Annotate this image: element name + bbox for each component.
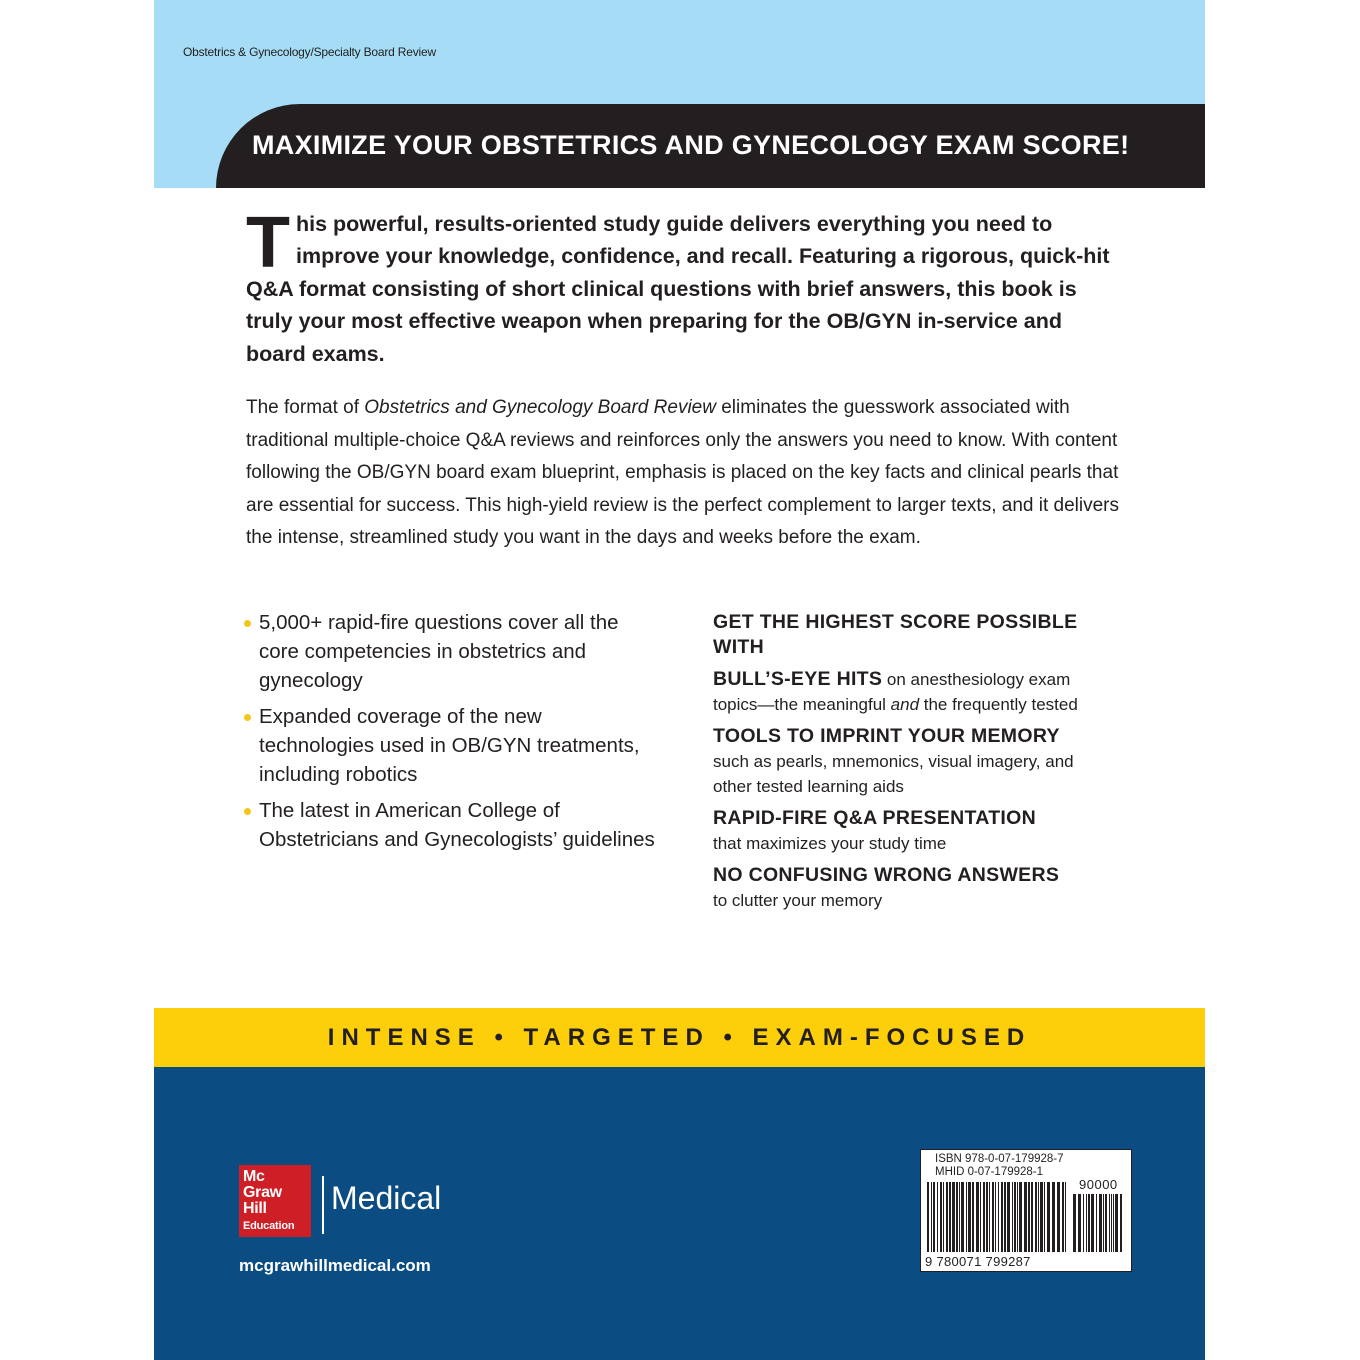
barcode-bar xyxy=(1024,1182,1027,1252)
barcode-digits: 9 780071 799287 xyxy=(925,1254,1031,1269)
barcode-bar xyxy=(1088,1194,1090,1252)
drop-cap: T xyxy=(246,203,290,283)
barcode-bar xyxy=(968,1182,971,1252)
bullet-item xyxy=(242,796,662,854)
logo-divider xyxy=(322,1176,324,1234)
bullet-text: Expanded coverage of the new technologies used in OB/GYN treatments, including robotics xyxy=(259,705,640,786)
barcode-bar xyxy=(1099,1194,1102,1252)
book-back-cover xyxy=(154,0,1205,1360)
barcode-bar xyxy=(1120,1194,1122,1252)
barcode-bar xyxy=(946,1182,948,1252)
barcode-bar xyxy=(1083,1194,1084,1252)
headline: MAXIMIZE YOUR OBSTETRICS AND GYNECOLOGY EXAM SCORE! xyxy=(252,130,1130,160)
barcode-bar xyxy=(966,1182,967,1252)
barcode-bar xyxy=(976,1182,979,1252)
barcode-bar xyxy=(1115,1194,1118,1252)
feature-text: such as pearls, mnemonics, visual imagery, and other tested learning aids xyxy=(713,752,1074,796)
bullet-dot-icon xyxy=(244,620,251,627)
barcode-bar xyxy=(1105,1194,1107,1252)
barcode-bar xyxy=(943,1182,944,1252)
feature-bullets xyxy=(242,608,662,861)
logo-line: Graw xyxy=(243,1184,282,1201)
mhid-text: MHID 0-07-179928-1 xyxy=(935,1166,1044,1178)
bullet-item xyxy=(242,702,662,789)
barcode-bar xyxy=(1038,1182,1039,1252)
barcode-bar xyxy=(952,1182,955,1252)
feature-item xyxy=(713,863,1113,913)
barcode-bar xyxy=(1012,1182,1013,1252)
description-paragraph xyxy=(246,392,1126,555)
barcode-bar xyxy=(992,1182,994,1252)
isbn-barcode xyxy=(920,1149,1132,1272)
feature-text: to clutter your memory xyxy=(713,891,883,910)
barcode-bar xyxy=(1019,1182,1022,1252)
isbn-text: ISBN 978-0-07-179928-7 xyxy=(935,1153,1064,1165)
barcode-bar xyxy=(972,1182,974,1252)
barcode-bar xyxy=(1052,1182,1055,1252)
barcode-bar xyxy=(1004,1182,1006,1252)
barcode-bar xyxy=(1103,1194,1104,1252)
feature-keyword: BULL’S-EYE HITS xyxy=(713,668,883,690)
barcode-bar xyxy=(995,1182,996,1252)
feature-keyword: TOOLS TO IMPRINT YOUR MEMORY xyxy=(713,725,1060,747)
feature-keyword: RAPID-FIRE Q&A PRESENTATION xyxy=(713,807,1036,829)
barcode-bar xyxy=(961,1182,964,1252)
barcode-bar xyxy=(998,1182,999,1252)
feature-item xyxy=(713,724,1113,799)
barcode-bar xyxy=(983,1182,985,1252)
barcode-bar xyxy=(1091,1194,1094,1252)
features-heading: GET THE HIGHEST SCORE POSSIBLE WITH xyxy=(713,611,1078,658)
barcode-bar xyxy=(1096,1194,1097,1252)
barcode-bar xyxy=(1040,1182,1043,1252)
barcode-bar xyxy=(959,1182,960,1252)
feature-item xyxy=(713,667,1113,717)
barcode-bar xyxy=(1109,1194,1110,1252)
feature-text: the frequently tested xyxy=(919,695,1078,714)
book-title-italic: Obstetrics and Gynecology Board Review xyxy=(364,397,716,418)
barcode-bar xyxy=(1065,1182,1066,1252)
barcode-bar xyxy=(1017,1182,1018,1252)
imprint-name: Medical xyxy=(331,1180,442,1216)
barcode-bar xyxy=(937,1182,938,1252)
barcode-bar xyxy=(1028,1182,1030,1252)
description-rest: eliminates the guesswork associated with traditional multiple-choice Q&A reviews and reinforces only the answers you need to know. With content following the OB/GYN board exam blueprint, emphasis is placed on the key facts and clinical pearls that are essential for success. This high-yield review is the perfect complement to larger texts, and it delivers the intense, streamlined study you want in the days and weeks before the exam. xyxy=(246,397,1119,549)
barcode-bar xyxy=(989,1182,990,1252)
barcode-bar xyxy=(1047,1182,1050,1252)
feature-text: on anesthesiology exam topics—the meaningful xyxy=(713,670,1071,714)
logo-line: Hill xyxy=(243,1200,267,1217)
barcode-bar xyxy=(1078,1194,1081,1252)
bullet-text: 5,000+ rapid-fire questions cover all the core competencies in obstetrics and gynecology xyxy=(259,611,619,692)
barcode-bar xyxy=(1057,1182,1060,1252)
price-addon-code: 90000 xyxy=(1079,1177,1118,1192)
mcgraw-hill-logo xyxy=(239,1165,311,1237)
tagline: INTENSE • TARGETED • EXAM-FOCUSED xyxy=(327,1024,1032,1051)
bullet-dot-icon xyxy=(244,714,251,721)
barcode-bar xyxy=(1044,1182,1045,1252)
barcode-bar xyxy=(1086,1194,1087,1252)
logo-line: Mc xyxy=(243,1168,265,1185)
feature-keyword: NO CONFUSING WRONG ANSWERS xyxy=(713,864,1060,886)
barcode-bar xyxy=(1035,1182,1037,1252)
score-features xyxy=(713,610,1113,913)
bullet-text: The latest in American College of Obstetricians and Gynecologists’ guidelines xyxy=(259,799,655,851)
barcode-bar xyxy=(1014,1182,1016,1252)
barcode-bar xyxy=(931,1182,932,1252)
barcode-bar xyxy=(1113,1194,1114,1252)
barcode-bar xyxy=(933,1182,935,1252)
barcode-bar xyxy=(1001,1182,1003,1252)
barcode-bar xyxy=(940,1182,942,1252)
feature-italic: and xyxy=(890,695,920,714)
category-label: Obstetrics & Gynecology/Specialty Board Review xyxy=(183,45,436,59)
barcode-bar xyxy=(927,1182,929,1252)
barcode-bar xyxy=(1062,1182,1064,1252)
barcode-bar xyxy=(1111,1194,1112,1252)
feature-item xyxy=(713,806,1113,856)
feature-text: that maximizes your study time xyxy=(713,834,947,853)
intro-paragraph xyxy=(246,203,1126,370)
barcode-bar xyxy=(1031,1182,1033,1252)
logo-subtitle: Education xyxy=(243,1220,295,1232)
barcode-bar xyxy=(980,1182,981,1252)
bullet-dot-icon xyxy=(244,808,251,815)
barcode-bar xyxy=(1073,1194,1076,1252)
bullet-item xyxy=(242,608,662,695)
barcode-bar xyxy=(986,1182,988,1252)
barcode-bar xyxy=(1007,1182,1010,1252)
barcode-bar xyxy=(956,1182,958,1252)
description-start: The format of xyxy=(246,397,365,418)
publisher-website: mcgrawhillmedical.com xyxy=(239,1256,431,1275)
intro-text: his powerful, results-oriented study guide delivers everything you need to improve your knowledge, confidence, and recall. Featuring a rigorous, quick-hit Q&A format consisting of short clinical questions with brief answers, this book is truly your most effective weapon when preparing for the OB/GYN in-service and board exams. xyxy=(246,212,1110,366)
barcode-bar xyxy=(949,1182,951,1252)
